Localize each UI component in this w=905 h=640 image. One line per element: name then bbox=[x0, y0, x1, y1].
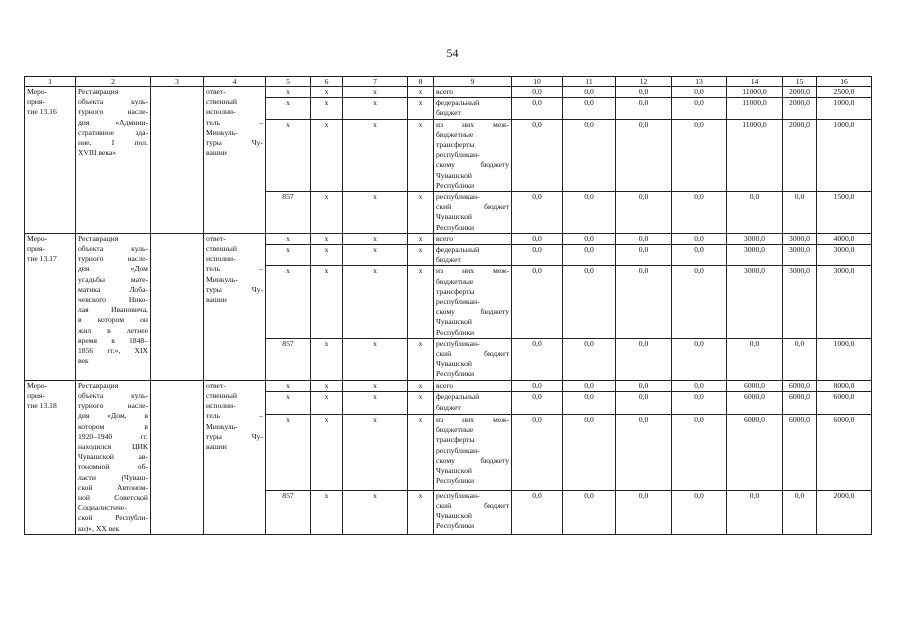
funding-source-line: Республики bbox=[436, 369, 475, 379]
code-cell-c5: x bbox=[266, 266, 311, 338]
funding-source-line: бюджетные bbox=[436, 129, 474, 139]
code-cell-c6: x bbox=[311, 392, 343, 414]
code-cell-c8: x bbox=[408, 233, 434, 244]
event-name-line: дия «Дом bbox=[78, 264, 148, 274]
funding-source-cell bbox=[434, 119, 512, 191]
amount-cell: 0,0 bbox=[672, 266, 727, 338]
funding-source-cell bbox=[434, 98, 512, 119]
executor-cell bbox=[204, 233, 266, 380]
event-code-line: прия- bbox=[27, 97, 45, 107]
code-cell-c8: x bbox=[408, 245, 434, 266]
amount-cell: 11000,0 bbox=[727, 98, 783, 119]
col-header: 3 bbox=[151, 77, 204, 87]
amount-cell: 6000,0 bbox=[783, 392, 817, 414]
funding-source-line: из них меж- bbox=[436, 119, 509, 129]
funding-source-line: Республики bbox=[436, 180, 475, 190]
col-header: 11 bbox=[563, 77, 616, 87]
amount-cell: 6000,0 bbox=[727, 392, 783, 414]
event-name-line: тономной об- bbox=[78, 462, 148, 472]
code-cell-c7: x bbox=[343, 233, 408, 244]
code-cell-c5: x bbox=[266, 87, 311, 98]
amount-cell: 6000,0 bbox=[783, 380, 817, 392]
amount-cell: 2000,0 bbox=[817, 490, 872, 534]
amount-cell: 0,0 bbox=[512, 233, 563, 244]
amount-cell: 0,0 bbox=[563, 119, 616, 191]
code-cell-c5: x bbox=[266, 98, 311, 119]
code-cell-c6: x bbox=[311, 192, 343, 234]
col-header: 9 bbox=[434, 77, 512, 87]
code-cell-c8: x bbox=[408, 392, 434, 414]
event-code-line: Меро- bbox=[27, 87, 48, 96]
executor-cell bbox=[204, 380, 266, 534]
amount-cell: 0,0 bbox=[672, 338, 727, 380]
event-name-line: дия «Админи- bbox=[78, 117, 148, 127]
amount-cell: 0,0 bbox=[563, 98, 616, 119]
budget-table bbox=[24, 76, 872, 535]
event-code-line: Меро- bbox=[27, 233, 48, 243]
amount-cell: 0,0 bbox=[563, 233, 616, 244]
amount-cell: 6000,0 bbox=[817, 392, 872, 414]
code-cell-c8: x bbox=[408, 119, 434, 191]
col-header: 2 bbox=[76, 77, 151, 87]
event-name-line: объекта куль- bbox=[78, 390, 148, 400]
funding-source-line: скому бюджету bbox=[436, 160, 509, 170]
code-cell-c6: x bbox=[311, 233, 343, 244]
amount-cell: 1000,0 bbox=[817, 338, 872, 380]
funding-source-line: Чувашской bbox=[436, 359, 472, 369]
event-name-line: Реставрация bbox=[78, 87, 119, 96]
funding-source-cell bbox=[434, 245, 512, 266]
event-code-cell bbox=[25, 87, 76, 234]
amount-cell: 0,0 bbox=[563, 192, 616, 234]
funding-source-line: ский бюджет bbox=[436, 202, 509, 212]
event-code-line: Меро- bbox=[27, 380, 48, 390]
executor-line: ответ- bbox=[206, 87, 226, 96]
executor-line: туры Чу- bbox=[206, 284, 263, 294]
amount-cell: 6000,0 bbox=[817, 414, 872, 490]
code-cell-c7: x bbox=[343, 338, 408, 380]
event-code-line: тие 13.17 bbox=[27, 254, 57, 264]
executor-line: тель – bbox=[206, 117, 263, 127]
amount-cell: 0,0 bbox=[512, 87, 563, 98]
amount-cell: 0,0 bbox=[512, 266, 563, 338]
code-cell-c6: x bbox=[311, 266, 343, 338]
funding-source-line: ский бюджет bbox=[436, 349, 509, 359]
amount-cell: 0,0 bbox=[616, 392, 672, 414]
event-code-line: тие 13.16 bbox=[27, 107, 57, 117]
event-name-line: ки)», XX век bbox=[78, 523, 120, 533]
executor-line: туры Чу- bbox=[206, 138, 263, 148]
amount-cell: 4000,0 bbox=[817, 233, 872, 244]
funding-source-line: бюджет bbox=[436, 255, 461, 265]
amount-cell: 0,0 bbox=[563, 414, 616, 490]
executor-line: вашии bbox=[206, 295, 227, 305]
table-row bbox=[25, 380, 872, 392]
event-name-line: ласти (Чуваш- bbox=[78, 472, 148, 482]
executor-line: исполни- bbox=[206, 254, 236, 264]
executor-line: исполни- bbox=[206, 401, 236, 411]
amount-cell: 3000,0 bbox=[817, 266, 872, 338]
amount-cell: 0,0 bbox=[616, 192, 672, 234]
amount-cell: 0,0 bbox=[512, 380, 563, 392]
amount-cell: 0,0 bbox=[512, 98, 563, 119]
executor-cell bbox=[204, 87, 266, 234]
executor-line: вашии bbox=[206, 148, 227, 158]
event-name-line: турного насле- bbox=[78, 254, 148, 264]
funding-source-line: Республики bbox=[436, 521, 475, 531]
funding-source-cell bbox=[434, 233, 512, 244]
amount-cell: 0,0 bbox=[672, 245, 727, 266]
amount-cell: 0,0 bbox=[512, 119, 563, 191]
event-name-line: Реставрация bbox=[78, 380, 119, 390]
funding-source-line: Республики bbox=[436, 476, 475, 486]
amount-cell: 2000,0 bbox=[783, 119, 817, 191]
amount-cell: 0,0 bbox=[672, 380, 727, 392]
funding-source-line: Чувашской bbox=[436, 511, 472, 521]
amount-cell: 0,0 bbox=[512, 490, 563, 534]
amount-cell: 0,0 bbox=[512, 338, 563, 380]
event-name-line: время в 1848– bbox=[78, 335, 148, 345]
executor-line: тель – bbox=[206, 264, 263, 274]
funding-source-line: Республики bbox=[436, 222, 475, 232]
col-header: 1 bbox=[25, 77, 76, 87]
amount-cell: 0,0 bbox=[616, 98, 672, 119]
event-name-line: турного насле- bbox=[78, 107, 148, 117]
event-name-line: ние, I пол. bbox=[78, 138, 148, 148]
executor-line: исполни- bbox=[206, 107, 236, 117]
code-cell-c5: 857 bbox=[266, 490, 311, 534]
amount-cell: 0,0 bbox=[616, 87, 672, 98]
executor-line: туры Чу- bbox=[206, 431, 263, 441]
amount-cell: 0,0 bbox=[512, 192, 563, 234]
amount-cell: 3000,0 bbox=[727, 233, 783, 244]
funding-source-cell bbox=[434, 414, 512, 490]
amount-cell: 0,0 bbox=[783, 338, 817, 380]
funding-source-line: Чувашской bbox=[436, 317, 472, 327]
column-numbers-row bbox=[25, 77, 872, 87]
amount-cell: 0,0 bbox=[616, 490, 672, 534]
amount-cell: 0,0 bbox=[563, 380, 616, 392]
funding-source-cell bbox=[434, 87, 512, 98]
amount-cell: 0,0 bbox=[616, 380, 672, 392]
funding-source-line: трансферты bbox=[436, 286, 475, 296]
funding-source-line: ский бюджет bbox=[436, 501, 509, 511]
funding-source-cell bbox=[434, 490, 512, 534]
event-name-line: котором в bbox=[78, 421, 148, 431]
funding-source-line: республикан- bbox=[436, 490, 480, 500]
amount-cell: 11000,0 bbox=[727, 119, 783, 191]
code-cell-c8: x bbox=[408, 338, 434, 380]
code-cell-c5: x bbox=[266, 233, 311, 244]
event-name-line: Реставрация bbox=[78, 233, 119, 243]
funding-source-line: скому бюджету bbox=[436, 455, 509, 465]
amount-cell: 3000,0 bbox=[727, 245, 783, 266]
funding-source-line: республикан- bbox=[436, 297, 480, 307]
code-cell-c8: x bbox=[408, 380, 434, 392]
code-cell-c7: x bbox=[343, 392, 408, 414]
code-cell-c5: x bbox=[266, 414, 311, 490]
code-cell-c7: x bbox=[343, 245, 408, 266]
amount-cell: 0,0 bbox=[616, 245, 672, 266]
code-cell-c7: x bbox=[343, 192, 408, 234]
event-name-line: стративное зда- bbox=[78, 127, 148, 137]
event-name-cell bbox=[76, 380, 151, 534]
executor-line: ственный bbox=[206, 390, 237, 400]
code-cell-c6: x bbox=[311, 490, 343, 534]
amount-cell: 1000,0 bbox=[817, 119, 872, 191]
funding-source-line: Чувашской bbox=[436, 465, 472, 475]
amount-cell: 0,0 bbox=[727, 490, 783, 534]
amount-cell: 0,0 bbox=[563, 338, 616, 380]
executor-line: Минкуль- bbox=[206, 274, 238, 284]
event-name-line: Чувашской ав- bbox=[78, 452, 148, 462]
funding-source-line: бюджет bbox=[436, 402, 461, 412]
event-name-line: 1920–1940 гг. bbox=[78, 431, 148, 441]
event-code-cell bbox=[25, 380, 76, 534]
executor-line: вашии bbox=[206, 441, 227, 451]
col-header: 5 bbox=[266, 77, 311, 87]
amount-cell: 3000,0 bbox=[817, 245, 872, 266]
event-name-line: лая Ивановича, bbox=[78, 305, 148, 315]
code-cell-c5: x bbox=[266, 392, 311, 414]
code-cell-c8: x bbox=[408, 98, 434, 119]
event-code-line: тие 13.18 bbox=[27, 401, 57, 411]
funding-source-line: федеральный bbox=[436, 392, 480, 402]
funding-source-cell bbox=[434, 392, 512, 414]
col-header: 7 bbox=[343, 77, 408, 87]
executor-line: Минкуль- bbox=[206, 421, 238, 431]
col-header: 16 bbox=[817, 77, 872, 87]
event-code-line: прия- bbox=[27, 390, 45, 400]
event-code-line: прия- bbox=[27, 244, 45, 254]
amount-cell: 8000,0 bbox=[817, 380, 872, 392]
empty-cell bbox=[151, 233, 204, 380]
amount-cell: 2000,0 bbox=[783, 87, 817, 98]
col-header: 12 bbox=[616, 77, 672, 87]
funding-source-line: федеральный bbox=[436, 245, 480, 255]
funding-source-cell bbox=[434, 338, 512, 380]
amount-cell: 0,0 bbox=[616, 233, 672, 244]
code-cell-c8: x bbox=[408, 266, 434, 338]
amount-cell: 0,0 bbox=[563, 245, 616, 266]
funding-source-line: Республики bbox=[436, 327, 475, 337]
amount-cell: 1000,0 bbox=[817, 98, 872, 119]
code-cell-c7: x bbox=[343, 87, 408, 98]
funding-source-line: Чувашской bbox=[436, 212, 472, 222]
code-cell-c5: x bbox=[266, 245, 311, 266]
code-cell-c7: x bbox=[343, 414, 408, 490]
funding-source-line: республикан- bbox=[436, 192, 480, 202]
event-name-line: 1856 гг.», XIX bbox=[78, 346, 148, 356]
amount-cell: 0,0 bbox=[672, 414, 727, 490]
funding-source-cell bbox=[434, 266, 512, 338]
funding-source-line: скому бюджету bbox=[436, 307, 509, 317]
page-number: 54 bbox=[446, 46, 459, 60]
code-cell-c6: x bbox=[311, 98, 343, 119]
executor-line: Минкуль- bbox=[206, 127, 238, 137]
event-name-line: век bbox=[78, 356, 89, 366]
code-cell-c6: x bbox=[311, 414, 343, 490]
code-cell-c7: x bbox=[343, 119, 408, 191]
funding-source-line: из них меж- bbox=[436, 266, 509, 276]
amount-cell: 0,0 bbox=[512, 414, 563, 490]
event-code-cell bbox=[25, 233, 76, 380]
amount-cell: 3000,0 bbox=[783, 245, 817, 266]
funding-source-cell bbox=[434, 380, 512, 392]
code-cell-c7: x bbox=[343, 98, 408, 119]
amount-cell: 0,0 bbox=[616, 338, 672, 380]
code-cell-c5: x bbox=[266, 380, 311, 392]
amount-cell: 6000,0 bbox=[727, 414, 783, 490]
table-row bbox=[25, 87, 872, 98]
funding-source-line: бюджет bbox=[436, 108, 461, 118]
event-name-line: матика Лоба- bbox=[78, 284, 148, 294]
amount-cell: 0,0 bbox=[563, 266, 616, 338]
col-header: 10 bbox=[512, 77, 563, 87]
code-cell-c8: x bbox=[408, 192, 434, 234]
amount-cell: 0,0 bbox=[563, 490, 616, 534]
amount-cell: 0,0 bbox=[727, 192, 783, 234]
code-cell-c8: x bbox=[408, 414, 434, 490]
code-cell-c6: x bbox=[311, 245, 343, 266]
amount-cell: 0,0 bbox=[672, 233, 727, 244]
amount-cell: 0,0 bbox=[672, 87, 727, 98]
code-cell-c8: x bbox=[408, 490, 434, 534]
event-name-line: чевского Нико- bbox=[78, 295, 148, 305]
table-row bbox=[25, 233, 872, 244]
empty-cell bbox=[151, 380, 204, 534]
amount-cell: 2000,0 bbox=[783, 98, 817, 119]
funding-source-line: трансферты bbox=[436, 140, 475, 150]
event-name-line: ной Советской bbox=[78, 492, 148, 502]
code-cell-c7: x bbox=[343, 490, 408, 534]
executor-line: ственный bbox=[206, 97, 237, 107]
code-cell-c8: x bbox=[408, 87, 434, 98]
code-cell-c7: x bbox=[343, 266, 408, 338]
col-header: 14 bbox=[727, 77, 783, 87]
funding-source-line: республикан- bbox=[436, 338, 480, 348]
amount-cell: 0,0 bbox=[727, 338, 783, 380]
amount-cell: 3000,0 bbox=[727, 266, 783, 338]
code-cell-c6: x bbox=[311, 338, 343, 380]
executor-line: ответ- bbox=[206, 380, 226, 390]
amount-cell: 0,0 bbox=[672, 192, 727, 234]
code-cell-c5: 857 bbox=[266, 192, 311, 234]
amount-cell: 0,0 bbox=[616, 414, 672, 490]
code-cell-c6: x bbox=[311, 87, 343, 98]
amount-cell: 3000,0 bbox=[783, 233, 817, 244]
code-cell-c7: x bbox=[343, 380, 408, 392]
event-name-line: усадьбы мате- bbox=[78, 274, 148, 284]
funding-source-line: из них меж- bbox=[436, 414, 509, 424]
funding-source-line: республикан- bbox=[436, 445, 480, 455]
funding-source-line: всего bbox=[436, 87, 454, 96]
empty-cell bbox=[151, 87, 204, 234]
event-name-line: в котором он bbox=[78, 315, 148, 325]
col-header: 13 bbox=[672, 77, 727, 87]
funding-source-cell bbox=[434, 192, 512, 234]
col-header: 15 bbox=[783, 77, 817, 87]
amount-cell: 6000,0 bbox=[727, 380, 783, 392]
amount-cell: 0,0 bbox=[783, 192, 817, 234]
funding-source-line: Чувашской bbox=[436, 170, 472, 180]
funding-source-line: бюджетные bbox=[436, 276, 474, 286]
col-header: 4 bbox=[204, 77, 266, 87]
amount-cell: 1500,0 bbox=[817, 192, 872, 234]
event-name-line: объекта куль- bbox=[78, 244, 148, 254]
amount-cell: 0,0 bbox=[672, 490, 727, 534]
amount-cell: 0,0 bbox=[563, 87, 616, 98]
event-name-line: Социалистиче- bbox=[78, 503, 127, 513]
amount-cell: 0,0 bbox=[616, 119, 672, 191]
event-name-line: турного насле- bbox=[78, 401, 148, 411]
event-name-line: объекта куль- bbox=[78, 97, 148, 107]
event-name-cell bbox=[76, 87, 151, 234]
event-name-cell bbox=[76, 233, 151, 380]
amount-cell: 0,0 bbox=[616, 266, 672, 338]
amount-cell: 0,0 bbox=[672, 98, 727, 119]
amount-cell: 2500,0 bbox=[817, 87, 872, 98]
col-header: 8 bbox=[408, 77, 434, 87]
code-cell-c5: 857 bbox=[266, 338, 311, 380]
funding-source-line: всего bbox=[436, 233, 454, 243]
event-name-line: дия «Дом, в bbox=[78, 411, 148, 421]
amount-cell: 0,0 bbox=[672, 119, 727, 191]
event-name-line: ской Автоном- bbox=[78, 482, 148, 492]
executor-line: ственный bbox=[206, 244, 237, 254]
event-name-line: ской Республи- bbox=[78, 513, 148, 523]
amount-cell: 0,0 bbox=[672, 392, 727, 414]
funding-source-line: федеральный bbox=[436, 98, 480, 108]
funding-source-line: всего bbox=[436, 380, 454, 390]
amount-cell: 0,0 bbox=[563, 392, 616, 414]
amount-cell: 11000,0 bbox=[727, 87, 783, 98]
code-cell-c5: x bbox=[266, 119, 311, 191]
amount-cell: 6000,0 bbox=[783, 414, 817, 490]
executor-line: ответ- bbox=[206, 233, 226, 243]
amount-cell: 3000,0 bbox=[783, 266, 817, 338]
amount-cell: 0,0 bbox=[512, 392, 563, 414]
event-name-line: XVIII века» bbox=[78, 148, 117, 158]
code-cell-c6: x bbox=[311, 119, 343, 191]
funding-source-line: республикан- bbox=[436, 150, 480, 160]
col-header: 6 bbox=[311, 77, 343, 87]
event-name-line: находился ЦИК bbox=[78, 441, 148, 451]
event-name-line: жил в летнее bbox=[78, 325, 148, 335]
code-cell-c6: x bbox=[311, 380, 343, 392]
executor-line: тель – bbox=[206, 411, 263, 421]
funding-source-line: трансферты bbox=[436, 435, 475, 445]
funding-source-line: бюджетные bbox=[436, 425, 474, 435]
amount-cell: 0,0 bbox=[783, 490, 817, 534]
amount-cell: 0,0 bbox=[512, 245, 563, 266]
